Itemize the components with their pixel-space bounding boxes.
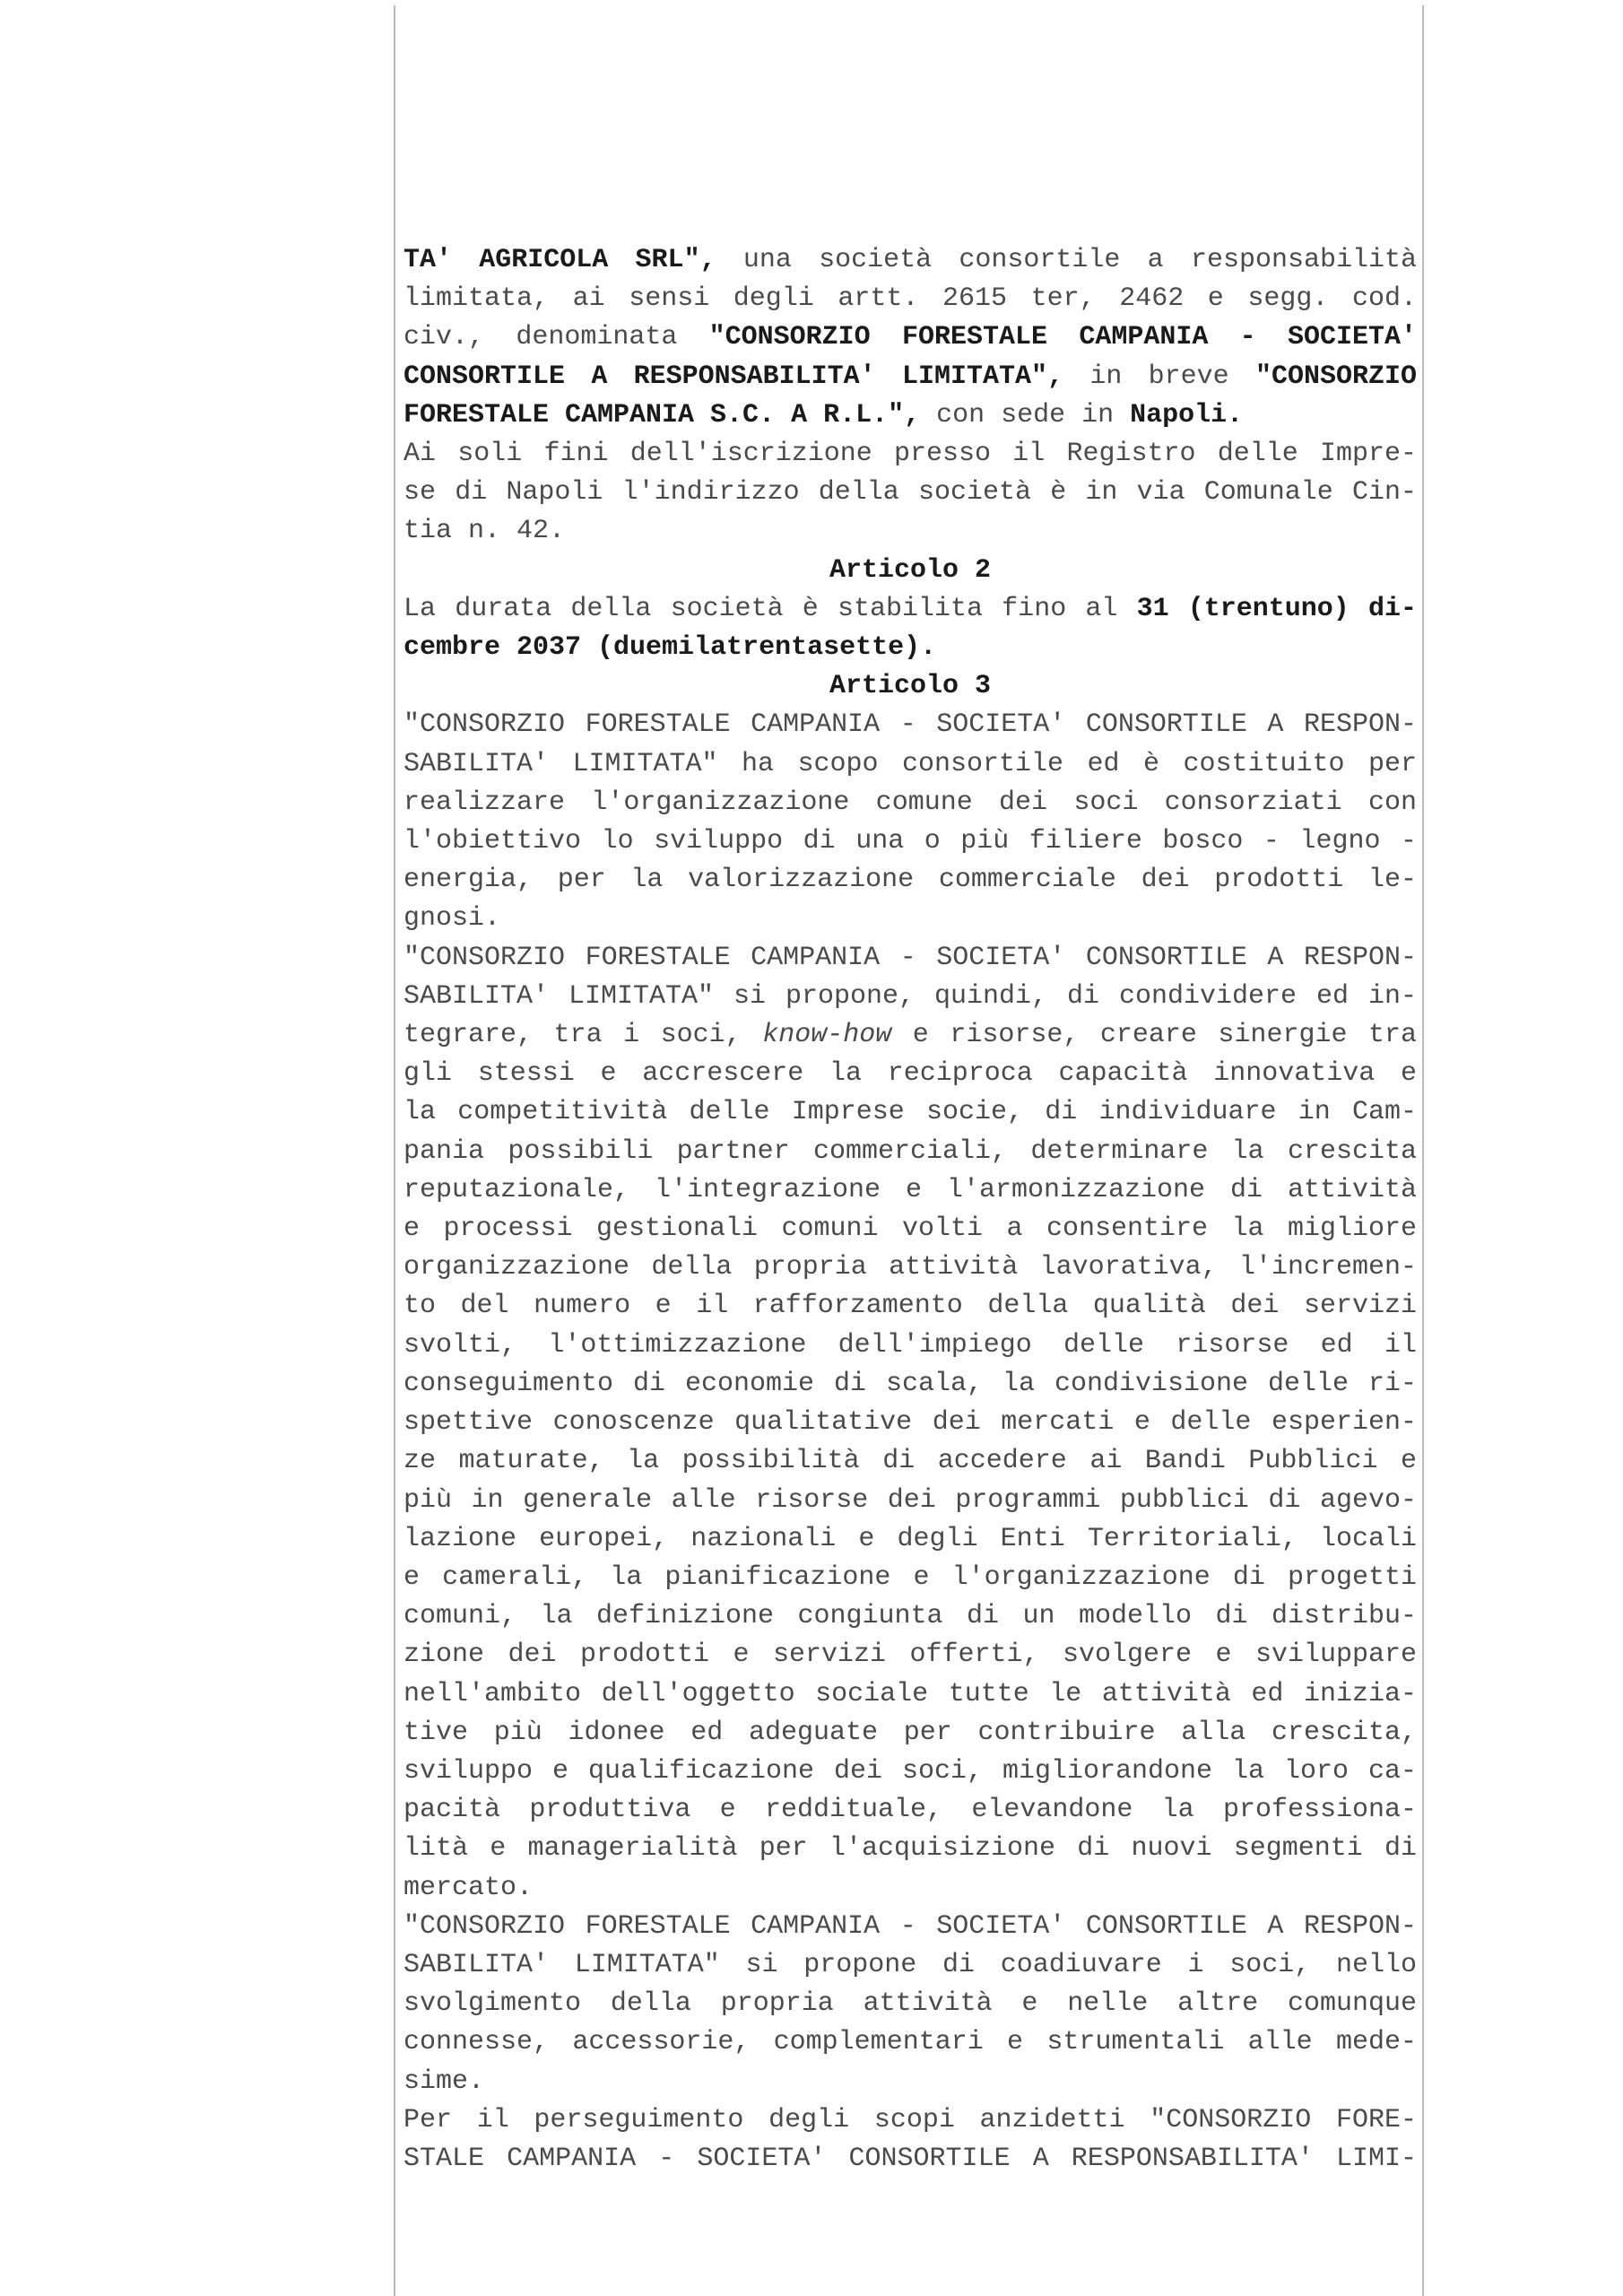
- bold-text: "CONSORZIO: [1254, 361, 1417, 392]
- art3_p2-line: ze maturate, la possibilità di accedere ai Bandi Pubblici e: [404, 1446, 1417, 1477]
- art1_tail-line: [404, 280, 1417, 318]
- art3_p2-line: reputazionale, l'integrazione e l'armonizzazione di attività: [404, 1174, 1417, 1205]
- art3_p1-line: realizzare l'organizzazione comune dei soci consorziati con: [404, 787, 1417, 818]
- art3_p2-line: pacità produttiva e reddituale, elevandone la professiona-: [404, 1795, 1417, 1826]
- art3_p2-line: più in generale alle risorse dei programmi pubblici di agevo-: [404, 1484, 1417, 1516]
- text-run: Ai soli fini dell'iscrizione presso il Registro delle Impre-: [404, 439, 1417, 470]
- text-run: La durata della società è stabilita fino al: [404, 593, 1137, 624]
- text-run: limitata, ai sensi degli artt. 2615 ter, 2462 e segg. cod.: [404, 283, 1417, 315]
- art3_p2-line: to del numero e il rafforzamento della qualità dei servizi: [404, 1291, 1417, 1322]
- art3_p2-line: organizzazione della propria attività lavorativa, l'incremen-: [404, 1252, 1417, 1283]
- art3_p2-line: SABILITA' LIMITATA" si propone, quindi, di condividere ed in-: [404, 980, 1417, 1012]
- art3_p2-line: comuni, la definizione congiunta di un modello di distribu-: [404, 1601, 1417, 1632]
- art3_p2-line: conseguimento di economie di scala, la condivisione delle ri-: [404, 1368, 1417, 1399]
- text-run: e risorse, creare sinergie tra: [891, 1020, 1417, 1051]
- right-margin-rule: [1422, 5, 1424, 2296]
- art3_p2-line: spettive conoscenze qualitative dei mercati e delle esperien-: [404, 1407, 1417, 1439]
- art3_p4-line: STALE CAMPANIA - SOCIETA' CONSORTILE A RESPONSABILITA' LIMI-: [404, 2143, 1417, 2174]
- art2_lines-line: [404, 629, 1417, 667]
- art3_p2-line: nell'ambito dell'oggetto sociale tutte le attività ed inizia-: [404, 1678, 1417, 1709]
- art1_tail-line: [404, 241, 1417, 280]
- art1_tail-line: [404, 435, 1417, 474]
- art3_p2-line: mercato.: [404, 1872, 534, 1903]
- art3_p2-line: "CONSORZIO FORESTALE CAMPANIA - SOCIETA' CONSORTILE A RESPON-: [404, 942, 1417, 973]
- left-margin-rule: [394, 5, 395, 2296]
- bold-text: FORESTALE CAMPANIA S.C. A R.L.",: [404, 399, 921, 430]
- art3_p3-line: "CONSORZIO FORESTALE CAMPANIA - SOCIETA' CONSORTILE A RESPON-: [404, 1910, 1417, 1942]
- art3_p4-line: Per il perseguimento degli scopi anzidetti "CONSORZIO FORE-: [404, 2104, 1417, 2135]
- text-run: tia n. 42.: [404, 516, 566, 547]
- art3_p3-line: svolgimento della propria attività e nelle altre comunque: [404, 1988, 1417, 2020]
- art3_p2-line: sviluppo e qualificazione dei soci, migliorandone la loro ca-: [404, 1755, 1417, 1787]
- text-run: una società consortile a responsabilità: [716, 245, 1417, 275]
- art3_p1-line: l'obiettivo lo sviluppo di una o più filiere bosco - legno -: [404, 826, 1417, 857]
- art1_tail-line: [404, 396, 1417, 435]
- text-run: civ., denominata: [404, 322, 709, 353]
- bold-text: 31 (trentuno) di-: [1136, 593, 1417, 624]
- art3_p2-line: lità e managerialità per l'acquisizione di nuovi segmenti di: [404, 1833, 1417, 1865]
- art3_p3-line: connesse, accessorie, complementari e strumentali alle mede-: [404, 2027, 1417, 2058]
- art3_p2-line: [404, 1016, 1417, 1055]
- art3_p1-line: "CONSORZIO FORESTALE CAMPANIA - SOCIETA' CONSORTILE A RESPON-: [404, 709, 1417, 741]
- art3_p3-line: sime.: [404, 2066, 485, 2097]
- art3_p2-line: lazione europei, nazionali e degli Enti Territoriali, locali: [404, 1523, 1417, 1554]
- text-run: con sede in: [920, 399, 1131, 430]
- bold-text: cembre 2037 (duemilatrentasette).: [404, 632, 937, 664]
- art3_p1-line: energia, per la valorizzazione commerciale dei prodotti le-: [404, 865, 1417, 896]
- art2_heading: Articolo 2: [829, 554, 992, 586]
- text-run: in breve: [1063, 361, 1255, 392]
- art3_p2-line: zione dei prodotti e servizi offerti, svolgere e sviluppare: [404, 1639, 1417, 1671]
- art1_tail-line: [404, 512, 1417, 551]
- art3_p1-line: SABILITA' LIMITATA" ha scopo consortile ed è costituito per: [404, 748, 1417, 779]
- art3_p2-line: svolti, l'ottimizzazione dell'impiego delle risorse ed il: [404, 1329, 1417, 1361]
- bold-text: "CONSORZIO FORESTALE CAMPANIA - SOCIETA': [708, 322, 1417, 353]
- bold-text: CONSORTILE A RESPONSABILITA' LIMITATA",: [404, 361, 1064, 392]
- art1_tail-line: [404, 474, 1417, 512]
- art3_p1-line: gnosi.: [404, 903, 501, 935]
- art3_p2-line: tive più idonee ed adeguate per contribuire alla crescita,: [404, 1717, 1417, 1748]
- art3_p2-line: gli stessi e accrescere la reciproca capacità innovativa e: [404, 1058, 1417, 1090]
- bold-text: Napoli.: [1130, 399, 1244, 430]
- art3_heading: Articolo 3: [829, 671, 992, 702]
- art3_p2-line: e processi gestionali comuni volti a consentire la migliore: [404, 1213, 1417, 1245]
- document-body: [404, 241, 1417, 2179]
- text-run: se di Napoli l'indirizzo della società è in via Comunale Cin-: [404, 477, 1417, 509]
- art3_p3-line: SABILITA' LIMITATA" si propone di coadiuvare i soci, nello: [404, 1949, 1417, 1980]
- art1_tail-line: [404, 318, 1417, 357]
- bold-text: TA' AGRICOLA SRL",: [404, 245, 716, 275]
- art3_p2-line: e camerali, la pianificazione e l'organizzazione di progetti: [404, 1561, 1417, 1593]
- text-run: tegrare, tra i soci,: [404, 1020, 763, 1051]
- italic-term: know-how: [762, 1020, 892, 1051]
- art2_lines-line: [404, 590, 1417, 629]
- art1_tail-line: [404, 358, 1417, 396]
- art3_p2-line: pania possibili partner commerciali, determinare la crescita: [404, 1135, 1417, 1167]
- art3_p2-line: la competitività delle Imprese socie, di individuare in Cam-: [404, 1097, 1417, 1128]
